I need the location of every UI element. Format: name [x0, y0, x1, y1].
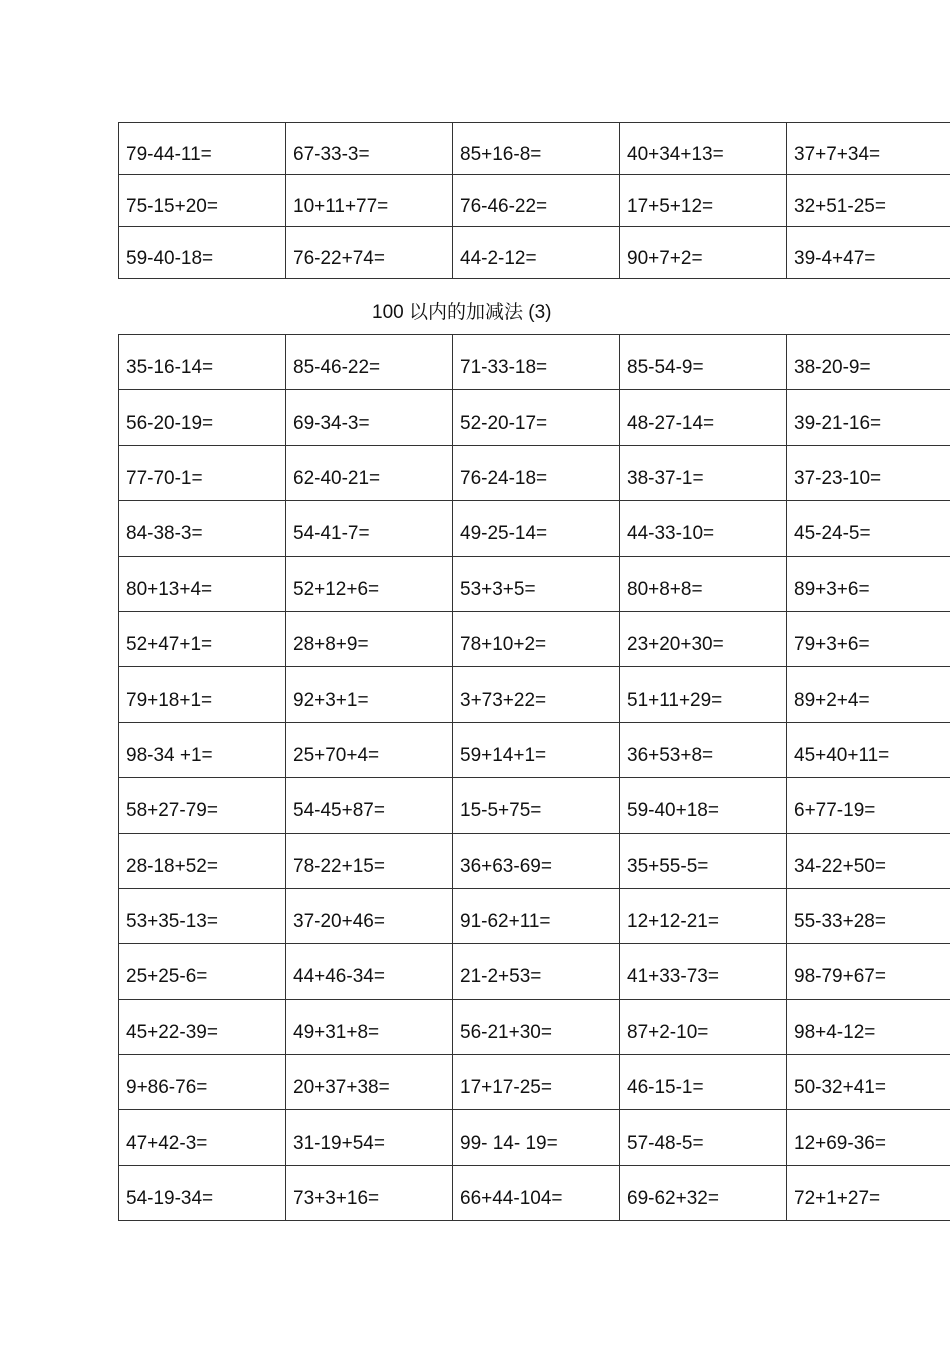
table-row: [119, 944, 950, 999]
exercise-cell: 9+86-76=: [119, 1055, 286, 1110]
exercise-cell: 28-18+52=: [119, 833, 286, 888]
exercise-cell: 71-33-18=: [453, 335, 620, 390]
exercise-cell: 59+14+1=: [453, 722, 620, 777]
exercise-cell: 45-24-5=: [787, 501, 950, 556]
exercise-cell: 76-24-18=: [453, 445, 620, 500]
exercise-cell: 23+20+30=: [620, 611, 787, 666]
exercise-cell: 49+31+8=: [286, 999, 453, 1054]
exercise-cell: 89+3+6=: [787, 556, 950, 611]
exercise-cell: 87+2-10=: [620, 999, 787, 1054]
exercise-cell: 52+12+6=: [286, 556, 453, 611]
exercise-cell: 15-5+75=: [453, 778, 620, 833]
exercise-cell: 35-16-14=: [119, 335, 286, 390]
table-row: [119, 335, 950, 390]
exercise-cell: 52+47+1=: [119, 611, 286, 666]
exercise-cell: 35+55-5=: [620, 833, 787, 888]
exercise-cell: 12+69-36=: [787, 1110, 950, 1165]
exercise-cell: 6+77-19=: [787, 778, 950, 833]
exercise-cell: 44-33-10=: [620, 501, 787, 556]
exercise-cell: 57-48-5=: [620, 1110, 787, 1165]
exercise-cell: 21-2+53=: [453, 944, 620, 999]
exercise-cell: 12+12-21=: [620, 888, 787, 943]
exercise-table-1-body: [119, 123, 950, 279]
exercise-cell: 85-54-9=: [620, 335, 787, 390]
exercise-cell: 76-46-22=: [453, 175, 620, 227]
exercise-cell: 32+51-25=: [787, 175, 950, 227]
exercise-cell: 10+11+77=: [286, 175, 453, 227]
table-row: [119, 1110, 950, 1165]
exercise-cell: 77-70-1=: [119, 445, 286, 500]
exercise-cell: 45+40+11=: [787, 722, 950, 777]
exercise-cell: 36+63-69=: [453, 833, 620, 888]
exercise-cell: 39-4+47=: [787, 227, 950, 279]
exercise-cell: 91-62+11=: [453, 888, 620, 943]
exercise-cell: 40+34+13=: [620, 123, 787, 175]
table-row: [119, 833, 950, 888]
exercise-cell: 48-27-14=: [620, 390, 787, 445]
exercise-cell: 80+13+4=: [119, 556, 286, 611]
exercise-cell: 80+8+8=: [620, 556, 787, 611]
exercise-cell: 78-22+15=: [286, 833, 453, 888]
section-title: 100 以内的加减法 (3): [372, 302, 552, 323]
exercise-cell: 25+70+4=: [286, 722, 453, 777]
exercise-cell: 25+25-6=: [119, 944, 286, 999]
exercise-cell: 98-34 +1=: [119, 722, 286, 777]
table-row: [119, 227, 950, 279]
exercise-cell: 37-23-10=: [787, 445, 950, 500]
exercise-cell: 85+16-8=: [453, 123, 620, 175]
exercise-cell: 54-19-34=: [119, 1165, 286, 1220]
exercise-table-2: [118, 334, 950, 1221]
exercise-cell: 56-20-19=: [119, 390, 286, 445]
exercise-cell: 37-20+46=: [286, 888, 453, 943]
exercise-cell: 59-40+18=: [620, 778, 787, 833]
exercise-cell: 44+46-34=: [286, 944, 453, 999]
exercise-cell: 54-41-7=: [286, 501, 453, 556]
exercise-cell: 98-79+67=: [787, 944, 950, 999]
table-row: [119, 175, 950, 227]
table-row: [119, 123, 950, 175]
exercise-cell: 53+35-13=: [119, 888, 286, 943]
exercise-cell: 47+42-3=: [119, 1110, 286, 1165]
exercise-cell: 49-25-14=: [453, 501, 620, 556]
exercise-cell: 58+27-79=: [119, 778, 286, 833]
exercise-table-1: [118, 122, 950, 279]
exercise-cell: 41+33-73=: [620, 944, 787, 999]
exercise-cell: 84-38-3=: [119, 501, 286, 556]
exercise-cell: 66+44-104=: [453, 1165, 620, 1220]
exercise-cell: 54-45+87=: [286, 778, 453, 833]
table-row: [119, 1055, 950, 1110]
exercise-cell: 75-15+20=: [119, 175, 286, 227]
exercise-cell: 51+11+29=: [620, 667, 787, 722]
exercise-table-2-body: [119, 335, 950, 1221]
exercise-cell: 79+18+1=: [119, 667, 286, 722]
exercise-cell: 44-2-12=: [453, 227, 620, 279]
exercise-cell: 45+22-39=: [119, 999, 286, 1054]
table-row: [119, 501, 950, 556]
table-row: [119, 1165, 950, 1220]
exercise-cell: 99- 14- 19=: [453, 1110, 620, 1165]
exercise-cell: 98+4-12=: [787, 999, 950, 1054]
exercise-cell: 34-22+50=: [787, 833, 950, 888]
exercise-cell: 50-32+41=: [787, 1055, 950, 1110]
exercise-cell: 20+37+38=: [286, 1055, 453, 1110]
exercise-cell: 78+10+2=: [453, 611, 620, 666]
table-row: [119, 888, 950, 943]
table-row: [119, 999, 950, 1054]
exercise-cell: 59-40-18=: [119, 227, 286, 279]
table-row: [119, 556, 950, 611]
exercise-cell: 69-34-3=: [286, 390, 453, 445]
table-row: [119, 778, 950, 833]
table-row: [119, 722, 950, 777]
exercise-cell: 79-44-11=: [119, 123, 286, 175]
exercise-cell: 36+53+8=: [620, 722, 787, 777]
exercise-cell: 3+73+22=: [453, 667, 620, 722]
table-row: [119, 390, 950, 445]
exercise-cell: 67-33-3=: [286, 123, 453, 175]
exercise-cell: 38-37-1=: [620, 445, 787, 500]
exercise-cell: 38-20-9=: [787, 335, 950, 390]
table-row: [119, 611, 950, 666]
exercise-cell: 52-20-17=: [453, 390, 620, 445]
exercise-cell: 92+3+1=: [286, 667, 453, 722]
exercise-cell: 53+3+5=: [453, 556, 620, 611]
table-row: [119, 445, 950, 500]
exercise-cell: 90+7+2=: [620, 227, 787, 279]
exercise-cell: 79+3+6=: [787, 611, 950, 666]
exercise-cell: 46-15-1=: [620, 1055, 787, 1110]
exercise-cell: 85-46-22=: [286, 335, 453, 390]
exercise-cell: 17+17-25=: [453, 1055, 620, 1110]
exercise-cell: 72+1+27=: [787, 1165, 950, 1220]
table-row: [119, 667, 950, 722]
exercise-cell: 55-33+28=: [787, 888, 950, 943]
exercise-cell: 69-62+32=: [620, 1165, 787, 1220]
exercise-cell: 76-22+74=: [286, 227, 453, 279]
exercise-cell: 39-21-16=: [787, 390, 950, 445]
exercise-cell: 56-21+30=: [453, 999, 620, 1054]
exercise-cell: 17+5+12=: [620, 175, 787, 227]
exercise-cell: 31-19+54=: [286, 1110, 453, 1165]
exercise-cell: 73+3+16=: [286, 1165, 453, 1220]
exercise-cell: 28+8+9=: [286, 611, 453, 666]
exercise-cell: 89+2+4=: [787, 667, 950, 722]
exercise-cell: 62-40-21=: [286, 445, 453, 500]
exercise-cell: 37+7+34=: [787, 123, 950, 175]
